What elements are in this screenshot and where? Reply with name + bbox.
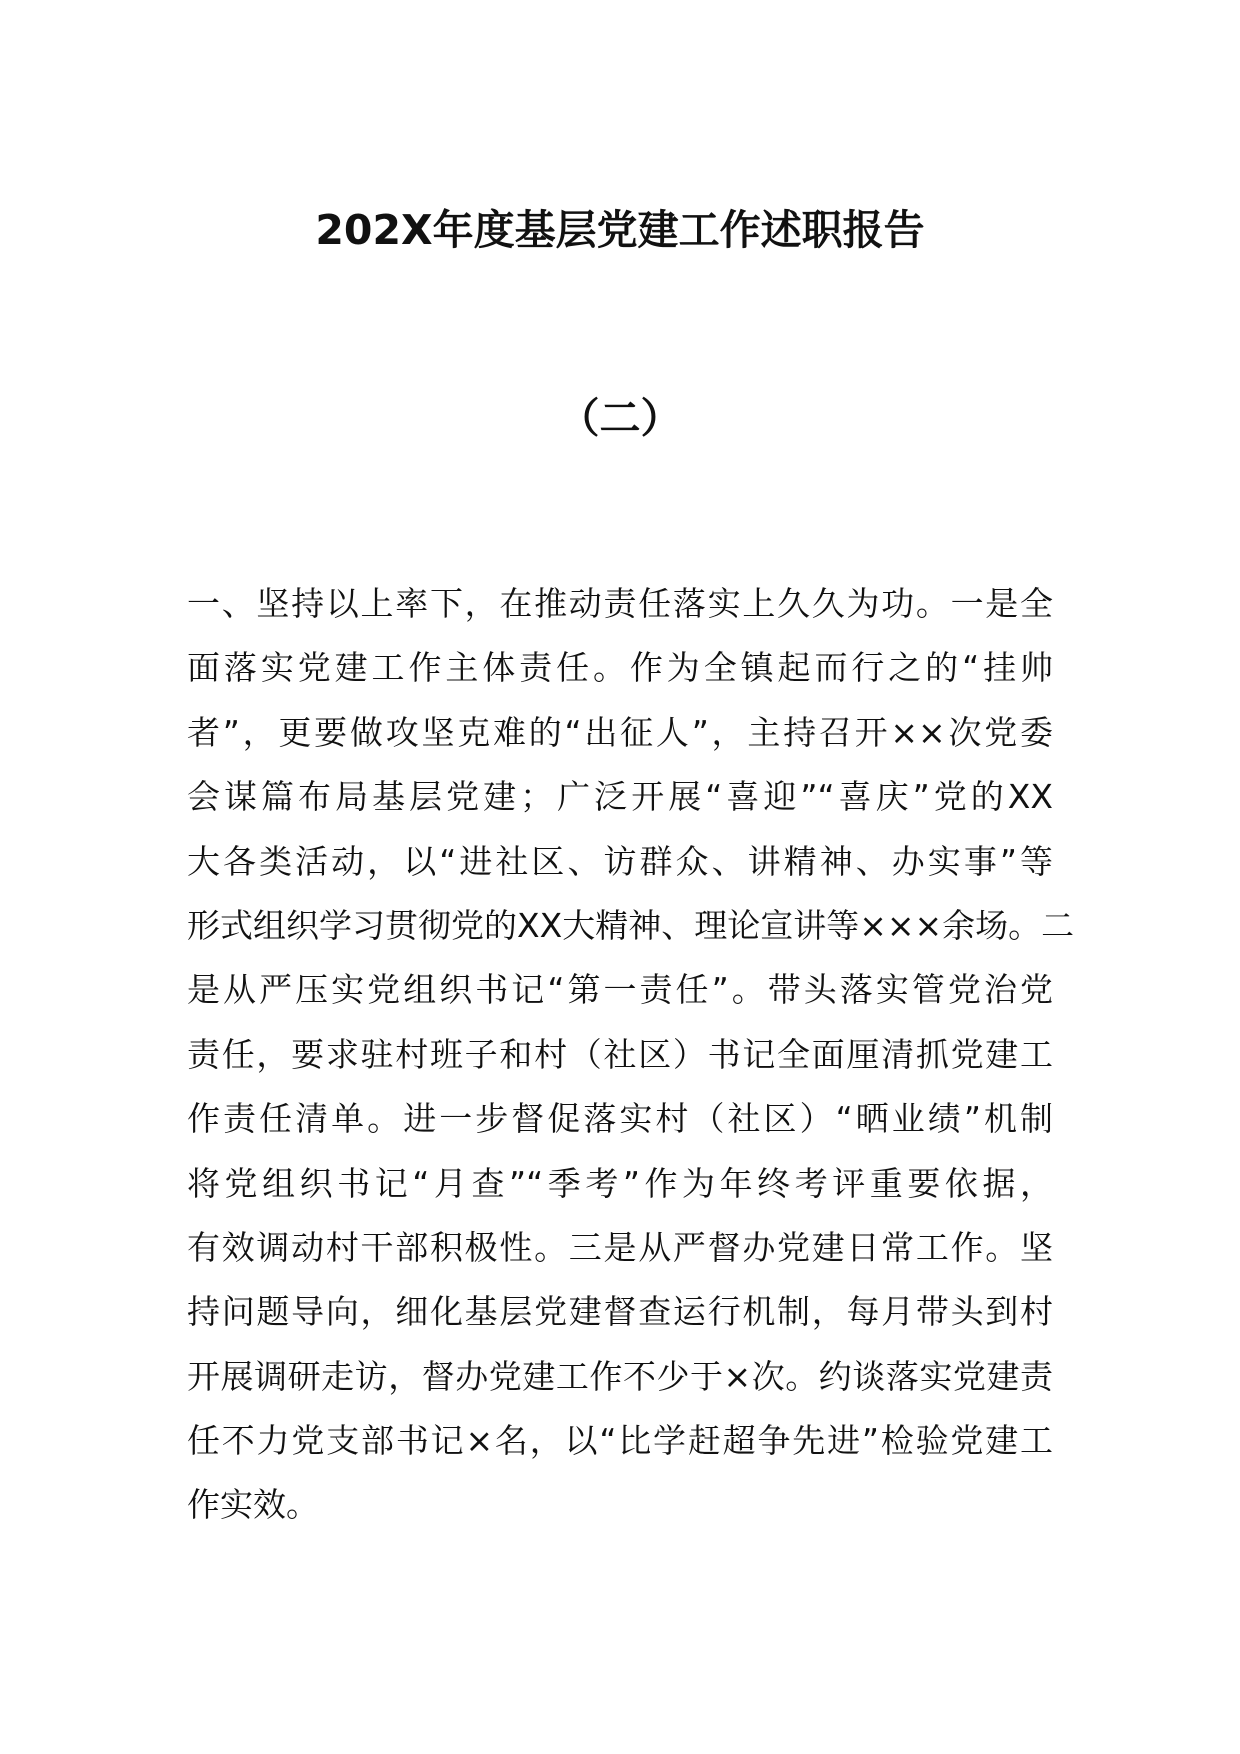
body-line: 作实效。 bbox=[187, 1485, 319, 1525]
body-line: 形式组织学习贯彻党的XX大精神、理论宣讲等×××余场。二 bbox=[187, 905, 1075, 945]
body-line: 会谋篇布局基层党建；广泛开展“喜迎”“喜庆”党的XX bbox=[187, 777, 1053, 817]
body-line: 将党组织书记“月查”“季考”作为年终考评重要依据， bbox=[187, 1163, 1053, 1203]
document-subtitle: （二） bbox=[558, 394, 682, 442]
body-line: 有效调动村干部积极性。三是从严督办党建日常工作。坚 bbox=[187, 1227, 1053, 1267]
body-line: 面落实党建工作主体责任。作为全镇起而行之的“挂帅 bbox=[187, 648, 1053, 688]
body-line: 任不力党支部书记×名，以“比学赶超争先进”检验党建工 bbox=[187, 1421, 1053, 1461]
body-line: 作责任清单。进一步督促落实村（社区）“晒业绩”机制 bbox=[187, 1099, 1053, 1139]
document-title: 202X年度基层党建工作述职报告 bbox=[315, 206, 925, 254]
body-line: 是从严压实党组织书记“第一责任”。带头落实管党治党 bbox=[187, 970, 1053, 1010]
body-line: 责任，要求驻村班子和村（社区）书记全面厘清抓党建工 bbox=[187, 1034, 1053, 1074]
body-line: 一、坚持以上率下，在推动责任落实上久久为功。一是全 bbox=[187, 584, 1053, 623]
body-line: 持问题导向，细化基层党建督查运行机制，每月带头到村 bbox=[187, 1292, 1053, 1332]
body-line: 者”，更要做攻坚克难的“出征人”，主持召开××次党委 bbox=[187, 712, 1053, 752]
body-line: 开展调研走访，督办党建工作不少于×次。约谈落实党建责 bbox=[187, 1356, 1053, 1396]
body-line: 大各类活动，以“进社区、访群众、讲精神、办实事”等 bbox=[187, 841, 1053, 881]
document-body bbox=[187, 572, 1075, 1538]
